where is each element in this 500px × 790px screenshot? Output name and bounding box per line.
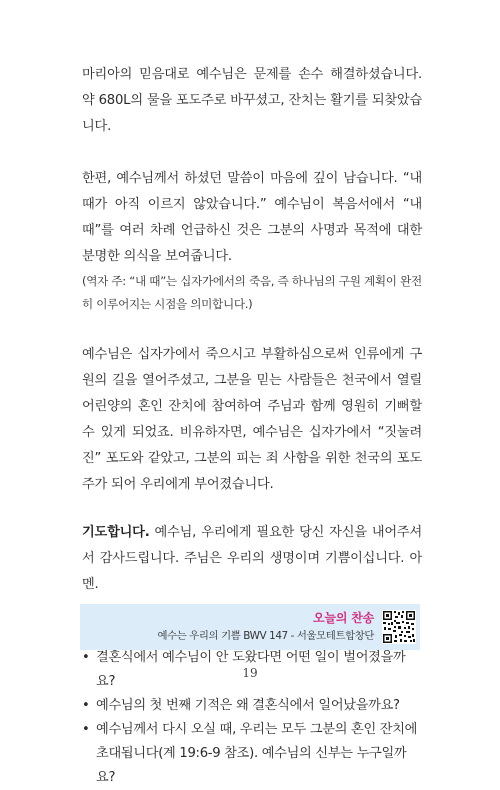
- hymn-text: [157, 609, 374, 645]
- question-text: 예수님의 첫 번째 기적은 왜 결혼식에서 일어났을까요?: [96, 698, 400, 713]
- page-number: 19: [242, 666, 258, 680]
- hymn-subtitle: 예수는 우리의 기쁨 BWV 147 - 서울모테트합창단: [157, 630, 374, 642]
- bullet-icon: •: [82, 722, 90, 737]
- qr-code-icon[interactable]: [382, 610, 416, 644]
- prayer-paragraph: [82, 520, 422, 598]
- list-item: [82, 718, 422, 790]
- translator-note: (역자 주: “내 때”는 십자가에서의 죽음, 즉 하나님의 구원 계획이 완전히 이루어지는 시점을 의미합니다.): [82, 274, 422, 311]
- paragraph-1: 마리아의 믿음대로 예수님은 문제를 손수 해결하셨습니다. 약 680L의 물을 포도주로 바꾸셨고, 잔치는 활기를 되찾았습니다.: [82, 67, 422, 134]
- page-content: [82, 62, 422, 790]
- prayer-label: 기도합니다.: [82, 525, 150, 540]
- paragraph-2: 한편, 예수님께서 하셨던 말씀이 마음에 깊이 남습니다. “내 때가 아직 이르지 않았습니다.” 예수님이 복음서에서 “내 때”를 여러 차례 언급하신 것은 그분의 사명과 목적에 대한 분명한 의식을 보여줍니다.: [82, 171, 422, 264]
- prayer-text: 예수님, 우리에게 필요한 당신 자신을 내어주셔서 감사드립니다. 주님은 우리의 생명이며 기쁨이십니다. 아멘.: [82, 525, 422, 592]
- list-item: [82, 694, 422, 718]
- bullet-icon: •: [82, 698, 90, 713]
- question-text: 결혼식에서 예수님이 안 도왔다면 어떤 일이 벌어졌을까요?: [96, 650, 406, 689]
- hymn-title: 오늘의 찬송: [313, 611, 374, 625]
- todays-hymn-box: [80, 604, 420, 650]
- bullet-icon: •: [82, 650, 90, 665]
- paragraph-3: 예수님은 십자가에서 죽으시고 부활하심으로써 인류에게 구원의 길을 열어주셨고, 그분을 믿는 사람들은 천국에서 열릴 어린양의 혼인 잔치에 참여하여 주님과 함께 영원히 기뻐할 수 있게 되었죠. 비유하자면, 예수님은 십자가에서 “짓눌려진” 포도와 같았고, 그분의 피는 죄 사함을 위한 천국의 포도주가 되어 우리에게 부어졌습니다.: [82, 347, 422, 492]
- question-text: 예수님께서 다시 오실 때, 우리는 모두 그분의 혼인 잔치에 초대됩니다(계 19:6-9 참조). 예수님의 신부는 누구일까요?: [96, 722, 418, 785]
